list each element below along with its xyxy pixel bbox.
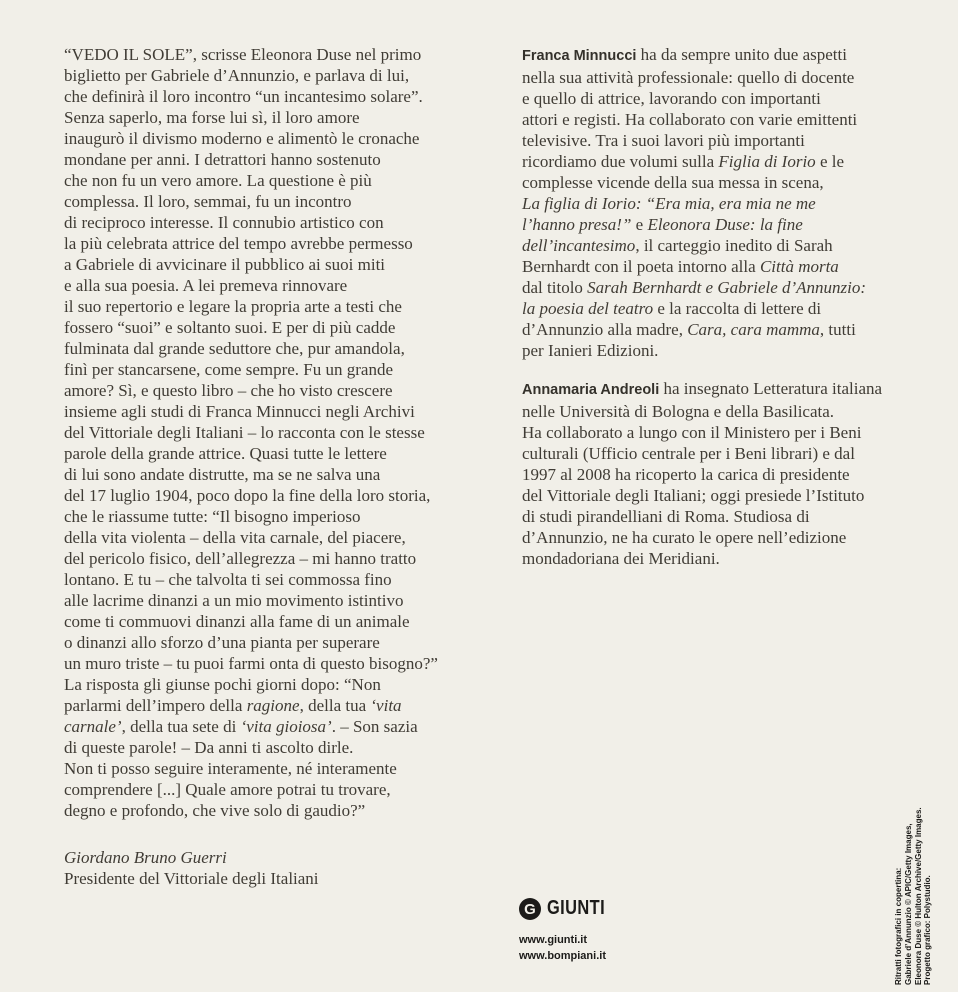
url-giunti: www.giunti.it (519, 934, 588, 946)
signature-title: Presidente del Vittoriale degli Italiani (64, 869, 319, 888)
publisher-footer (519, 897, 618, 964)
giunti-logo-icon (519, 898, 541, 920)
author-bios (522, 44, 952, 569)
essay-text: “VEDO IL SOLE”, scrisse Eleonora Duse nel primo biglietto per Gabriele d’Annunzio, e parlava di lui, che definirà il loro incontro “un incantesimo solare”. Senza saperlo, ma forse lui sì, il loro amore inaugurò il divismo moderno e alimentò le cronache mondane per anni. I detrattori hanno sostenuto che non fu un vero amore. La questione è più complessa. Il loro, semmai, fu un incontro di reciproco interesse. Il connubio artistico con la più celebrata attrice del tempo avrebbe permesso a Gabriele di avvicinare il pubblico ai suoi miti e alla sua poesia. A lei premeva rinnovare il suo repertorio e legare la propria arte a testi che fossero “suoi” e soltanto suoi. E per di più cadde fulminata dal grande seduttore che, pur amandola, finì per stancarsene, come sempre. Fu un grande amore? Sì, e questo libro – che ho visto crescere insieme agli studi di Franca Minnucci negli Archivi del Vittoriale degli Italiani – lo racconta con le stesse parole della grande attrice. Quasi tutte le lettere di lui sono andate distrutte, ma se ne salva una del 17 luglio 1904, poco dopo la fine della loro storia, che le riassume tutte: “Il bisogno imperioso della vita violenta – della vita carnale, del piacere, del pericolo fisico, dell’allegrezza – mi hanno tratto lontano. E tu – che talvolta ti sei commossa fino alle lacrime dinanzi a un mio movimento istintivo come ti commuovi dinanzi alla fame di un animale o dinanzi allo sforzo d’una pianta per superare un muro triste – tu puoi farmi onta di questo bisogno?” La risposta gli giunse pochi giorni dopo: “Non parlarmi dell’impero della ragione, della tua ‘vita carnale’, della tua sete di ‘vita gioiosa’. – Son sazia di queste parole! – Da anni ti ascolto dirle. Non ti posso seguire interamente, né interamente comprendere [...] Quale amore potrai tu trovare, degno e profondo, che vive solo di gaudio?” (64, 45, 438, 820)
publisher-name: GIUNTI (547, 897, 606, 919)
bio-annamaria-andreoli: Annamaria Andreoli ha insegnato Letteratura italiana nelle Università di Bologna e della Basilicata. Ha collaborato a lungo con il Ministero per i Beni culturali (Ufficio centrale per i Beni librari) e dal 1997 al 2008 ha ricoperto la carica di presidente del Vittoriale degli Italiani; oggi presiede l’Istituto di studi pirandelliani di Roma. Studiosa di d’Annunzio, ne ha curato le opere nell’edizione mondadoriana dei Meridiani. (522, 379, 883, 568)
svg-text:G: G (524, 900, 536, 918)
publisher-urls (519, 932, 618, 964)
back-cover-essay (64, 44, 484, 889)
signature-name: Giordano Bruno Guerri (64, 848, 227, 867)
photo-credits: Ritratti fotografici in copertina: Gabriele d’Annunzio © APIC/Getty Images, Eleonora Duse © Hulton Archive/Getty Images. Progetto grafico: Polystudio. (894, 807, 933, 985)
url-bompiani: www.bompiani.it (519, 950, 606, 962)
bio-franca-minnucci: Franca Minnucci ha da sempre unito due aspetti nella sua attività professionale: quello di docente e quello di attrice, lavorando con importanti attori e registi. Ha collaborato con varie emittenti televisive. Tra i suoi lavori più importanti ricordiamo due volumi sulla Figlia di Iorio e le complesse vicende della sua messa in scena, La figlia di Iorio: “Era mia, era mia ne me l’hanno presa!” e Eleonora Duse: la fine dell’incantesimo, il carteggio inedito di Sarah Bernhardt con il poeta intorno alla Città morta dal titolo Sarah Bernhardt e Gabriele d’Annunzio: la poesia del teatro e la raccolta di lettere di d’Annunzio alla madre, Cara, cara mamma, tutti per Ianieri Edizioni. (522, 45, 867, 360)
signature-block (64, 847, 484, 889)
publisher-logo (519, 897, 618, 920)
